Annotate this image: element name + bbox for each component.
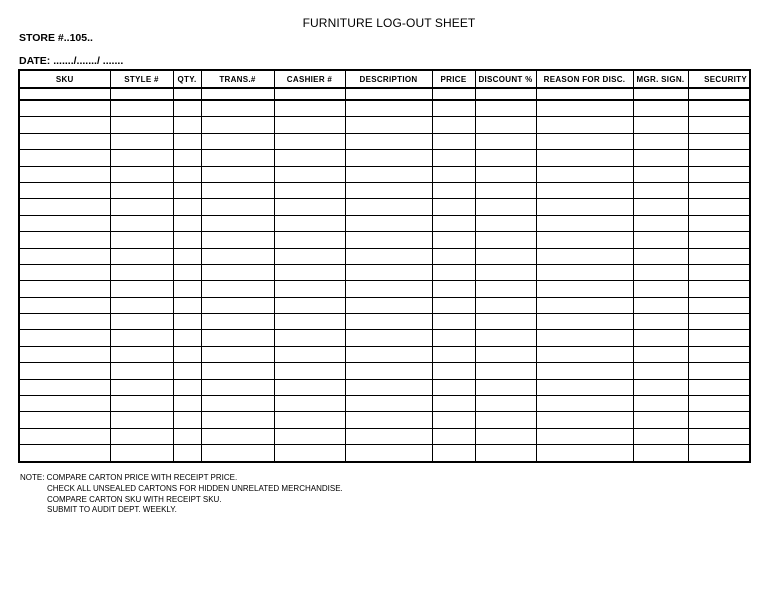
table-cell [432, 215, 475, 231]
table-cell [274, 314, 345, 330]
table-cell [345, 379, 432, 395]
table-cell [475, 264, 536, 280]
table-cell [432, 346, 475, 362]
table-cell [19, 363, 110, 379]
table-cell [110, 445, 173, 462]
date-label: DATE: ......./......./ ....... [19, 55, 124, 67]
table-cell [475, 428, 536, 444]
table-row [19, 346, 750, 362]
table-cell [110, 133, 173, 149]
table-cell [201, 166, 274, 182]
table-cell [274, 133, 345, 149]
table-cell [345, 346, 432, 362]
table-cell [110, 363, 173, 379]
table-cell [110, 100, 173, 117]
table-cell [201, 264, 274, 280]
table-cell [633, 232, 688, 248]
table-cell [201, 379, 274, 395]
table-cell [345, 445, 432, 462]
table-cell [110, 379, 173, 395]
table-cell [633, 117, 688, 133]
column-header-trans: TRANS.# [201, 70, 274, 88]
column-header-price: PRICE [432, 70, 475, 88]
table-cell [173, 150, 201, 166]
store-number-label: STORE #..105.. [19, 32, 93, 44]
table-cell [19, 412, 110, 428]
note-line: NOTE: COMPARE CARTON PRICE WITH RECEIPT PRICE. [20, 473, 238, 482]
table-cell [536, 379, 633, 395]
table-cell [633, 215, 688, 231]
table-cell [274, 232, 345, 248]
table-cell [475, 379, 536, 395]
table-cell [633, 346, 688, 362]
table-row [19, 182, 750, 198]
table-cell [201, 412, 274, 428]
table-cell [475, 330, 536, 346]
table-cell [274, 117, 345, 133]
table-cell [201, 117, 274, 133]
table-cell [110, 412, 173, 428]
table-cell [345, 133, 432, 149]
table-cell [110, 199, 173, 215]
table-cell [688, 428, 750, 444]
table-cell [475, 396, 536, 412]
table-cell [688, 281, 750, 297]
table-cell [173, 445, 201, 462]
table-cell [173, 314, 201, 330]
table-cell [475, 199, 536, 215]
table-cell [633, 182, 688, 198]
table-cell [475, 117, 536, 133]
table-cell [432, 445, 475, 462]
table-cell [688, 166, 750, 182]
table-cell [274, 199, 345, 215]
table-cell [688, 248, 750, 264]
table-cell [536, 396, 633, 412]
table-cell [345, 150, 432, 166]
column-header-description: DESCRIPTION [345, 70, 432, 88]
table-cell [110, 248, 173, 264]
table-cell [19, 166, 110, 182]
table-cell [432, 232, 475, 248]
table-cell [173, 396, 201, 412]
table-cell [432, 314, 475, 330]
table-cell [173, 379, 201, 395]
table-cell [110, 346, 173, 362]
table-cell [633, 379, 688, 395]
table-cell [475, 412, 536, 428]
table-cell [633, 396, 688, 412]
table-cell [633, 248, 688, 264]
notes-block [20, 473, 343, 516]
table-row [19, 117, 750, 133]
table-header-row [19, 70, 750, 88]
table-cell [688, 232, 750, 248]
column-header-security: SECURITY [688, 70, 750, 88]
log-out-table [18, 69, 751, 463]
table-cell [475, 445, 536, 462]
table-cell [688, 412, 750, 428]
table-cell [173, 264, 201, 280]
table-cell [345, 117, 432, 133]
table-cell [633, 445, 688, 462]
table-cell [345, 428, 432, 444]
table-cell [688, 314, 750, 330]
table-cell [633, 100, 688, 117]
column-header-qty: QTY. [173, 70, 201, 88]
table-cell [19, 396, 110, 412]
table-cell [536, 232, 633, 248]
table-cell [274, 182, 345, 198]
table-cell [475, 346, 536, 362]
table-cell [201, 215, 274, 231]
table-cell [274, 215, 345, 231]
table-cell [475, 133, 536, 149]
table-cell [201, 346, 274, 362]
table-cell [173, 182, 201, 198]
table-cell [345, 412, 432, 428]
table-cell [432, 100, 475, 117]
column-header-sku: SKU [19, 70, 110, 88]
table-cell [274, 100, 345, 117]
table-cell [201, 133, 274, 149]
table-cell [432, 412, 475, 428]
table-cell [19, 117, 110, 133]
table-row [19, 330, 750, 346]
table-cell [633, 330, 688, 346]
table-cell [345, 232, 432, 248]
table-row [19, 232, 750, 248]
table-cell [432, 281, 475, 297]
table-row [19, 215, 750, 231]
table-cell [201, 445, 274, 462]
table-cell [432, 264, 475, 280]
table-cell [688, 330, 750, 346]
table-cell [536, 248, 633, 264]
table-cell [201, 314, 274, 330]
table-cell [345, 215, 432, 231]
note-line: SUBMIT TO AUDIT DEPT. WEEKLY. [47, 505, 177, 515]
table-cell [475, 297, 536, 313]
table-cell [536, 346, 633, 362]
table-cell [536, 314, 633, 330]
table-cell [173, 248, 201, 264]
table-cell [19, 281, 110, 297]
table-cell [633, 428, 688, 444]
table-row [19, 396, 750, 412]
table-cell [173, 363, 201, 379]
table-cell [432, 166, 475, 182]
table-cell [475, 150, 536, 166]
table-cell [688, 346, 750, 362]
table-cell [274, 445, 345, 462]
table-cell [536, 264, 633, 280]
table-cell [19, 379, 110, 395]
table-cell [345, 297, 432, 313]
table-cell [19, 133, 110, 149]
note-line: COMPARE CARTON SKU WITH RECEIPT SKU. [47, 494, 222, 504]
table-cell [536, 297, 633, 313]
table-cell [345, 100, 432, 117]
table-cell [274, 248, 345, 264]
table-cell [536, 182, 633, 198]
table-row [19, 199, 750, 215]
table-cell [173, 346, 201, 362]
table-row [19, 412, 750, 428]
table-row [19, 379, 750, 395]
table-cell [19, 330, 110, 346]
table-cell [345, 330, 432, 346]
table-cell [201, 182, 274, 198]
table-cell [536, 363, 633, 379]
table-cell [173, 117, 201, 133]
table-cell [274, 330, 345, 346]
column-header-cashier: CASHIER # [274, 70, 345, 88]
table-cell [536, 150, 633, 166]
table-cell [633, 150, 688, 166]
table-cell [432, 248, 475, 264]
table-cell [110, 428, 173, 444]
table-cell [475, 215, 536, 231]
column-header-discount: DISCOUNT % [475, 70, 536, 88]
table-cell [688, 150, 750, 166]
table-cell [432, 428, 475, 444]
table-cell [110, 232, 173, 248]
table-cell [475, 314, 536, 330]
table-cell [345, 264, 432, 280]
table-cell [19, 215, 110, 231]
table-cell [274, 264, 345, 280]
table-cell [201, 330, 274, 346]
table-row [19, 363, 750, 379]
table-cell [688, 363, 750, 379]
table-cell [536, 199, 633, 215]
table-cell [633, 363, 688, 379]
table-cell [19, 100, 110, 117]
table-cell [432, 182, 475, 198]
table-cell [475, 100, 536, 117]
table-cell [274, 396, 345, 412]
table-cell [173, 166, 201, 182]
table-cell [201, 363, 274, 379]
table-cell [201, 150, 274, 166]
header-spacer-row [19, 88, 750, 100]
table-cell [19, 232, 110, 248]
table-cell [536, 428, 633, 444]
table-cell [688, 100, 750, 117]
table-cell [688, 379, 750, 395]
table-cell [633, 166, 688, 182]
table-cell [432, 379, 475, 395]
table-row [19, 314, 750, 330]
table-cell [201, 232, 274, 248]
table-cell [110, 330, 173, 346]
table-cell [173, 199, 201, 215]
table-cell [432, 117, 475, 133]
table-cell [201, 248, 274, 264]
table-cell [201, 396, 274, 412]
table-cell [475, 182, 536, 198]
table-cell [432, 199, 475, 215]
table-row [19, 264, 750, 280]
table-cell [274, 379, 345, 395]
table-cell [110, 396, 173, 412]
table-cell [110, 264, 173, 280]
table-cell [201, 100, 274, 117]
table-cell [201, 428, 274, 444]
table-row [19, 248, 750, 264]
table-cell [173, 133, 201, 149]
table-cell [345, 396, 432, 412]
table-cell [274, 346, 345, 362]
table-cell [19, 264, 110, 280]
table-body [19, 88, 750, 462]
table-cell [432, 150, 475, 166]
table-cell [633, 412, 688, 428]
table-cell [475, 281, 536, 297]
table-cell [536, 117, 633, 133]
table-cell [432, 363, 475, 379]
table-row [19, 166, 750, 182]
table-cell [173, 232, 201, 248]
table-cell [173, 281, 201, 297]
table-cell [688, 445, 750, 462]
table-cell [19, 297, 110, 313]
table-cell [536, 166, 633, 182]
table-cell [432, 133, 475, 149]
table-cell [536, 281, 633, 297]
table-row [19, 297, 750, 313]
table-cell [688, 297, 750, 313]
table-cell [688, 117, 750, 133]
table-cell [19, 199, 110, 215]
table-cell [19, 346, 110, 362]
table-cell [536, 330, 633, 346]
table-cell [173, 215, 201, 231]
table-cell [475, 166, 536, 182]
table-cell [345, 363, 432, 379]
table-cell [345, 314, 432, 330]
table-cell [274, 412, 345, 428]
table-cell [633, 281, 688, 297]
table-row [19, 281, 750, 297]
page-title: FURNITURE LOG-OUT SHEET [302, 16, 476, 30]
table-cell [19, 182, 110, 198]
table-cell [19, 428, 110, 444]
table-row [19, 150, 750, 166]
table-cell [19, 445, 110, 462]
table-cell [688, 396, 750, 412]
note-line: CHECK ALL UNSEALED CARTONS FOR HIDDEN UNRELATED MERCHANDISE. [47, 483, 343, 493]
table-cell [110, 281, 173, 297]
table-cell [345, 248, 432, 264]
table-cell [110, 150, 173, 166]
table-cell [173, 412, 201, 428]
table-cell [475, 232, 536, 248]
table-cell [536, 215, 633, 231]
table-row [19, 133, 750, 149]
column-header-mgr-sign: MGR. SIGN. [633, 70, 688, 88]
table-cell [173, 297, 201, 313]
table-cell [201, 297, 274, 313]
table-cell [274, 281, 345, 297]
table-cell [110, 314, 173, 330]
table-cell [536, 100, 633, 117]
table-cell [274, 166, 345, 182]
table-cell [19, 150, 110, 166]
table-row [19, 100, 750, 117]
table-cell [201, 199, 274, 215]
table-cell [110, 182, 173, 198]
table-cell [633, 199, 688, 215]
table-cell [173, 330, 201, 346]
table-row [19, 428, 750, 444]
table-cell [274, 363, 345, 379]
table-cell [274, 428, 345, 444]
table-cell [345, 281, 432, 297]
table-cell [633, 314, 688, 330]
table-cell [19, 248, 110, 264]
table-cell [274, 297, 345, 313]
table-cell [536, 133, 633, 149]
table-cell [345, 182, 432, 198]
table-cell [345, 199, 432, 215]
table-cell [173, 428, 201, 444]
table-cell [432, 396, 475, 412]
table-cell [688, 182, 750, 198]
column-header-reason: REASON FOR DISC. [536, 70, 633, 88]
table-cell [688, 199, 750, 215]
table-cell [633, 133, 688, 149]
column-header-style: STYLE # [110, 70, 173, 88]
table-cell [633, 264, 688, 280]
table-cell [110, 117, 173, 133]
table-cell [475, 363, 536, 379]
table-cell [475, 248, 536, 264]
table-cell [633, 297, 688, 313]
table-cell [345, 166, 432, 182]
table-cell [110, 215, 173, 231]
table-row [19, 445, 750, 462]
table-cell [173, 100, 201, 117]
table-cell [432, 297, 475, 313]
table-cell [201, 281, 274, 297]
table-cell [432, 330, 475, 346]
table-cell [688, 264, 750, 280]
table-cell [19, 314, 110, 330]
table-cell [110, 297, 173, 313]
table-cell [536, 412, 633, 428]
table-cell [274, 150, 345, 166]
table-cell [110, 166, 173, 182]
table-cell [536, 445, 633, 462]
table-cell [688, 133, 750, 149]
table-cell [688, 215, 750, 231]
